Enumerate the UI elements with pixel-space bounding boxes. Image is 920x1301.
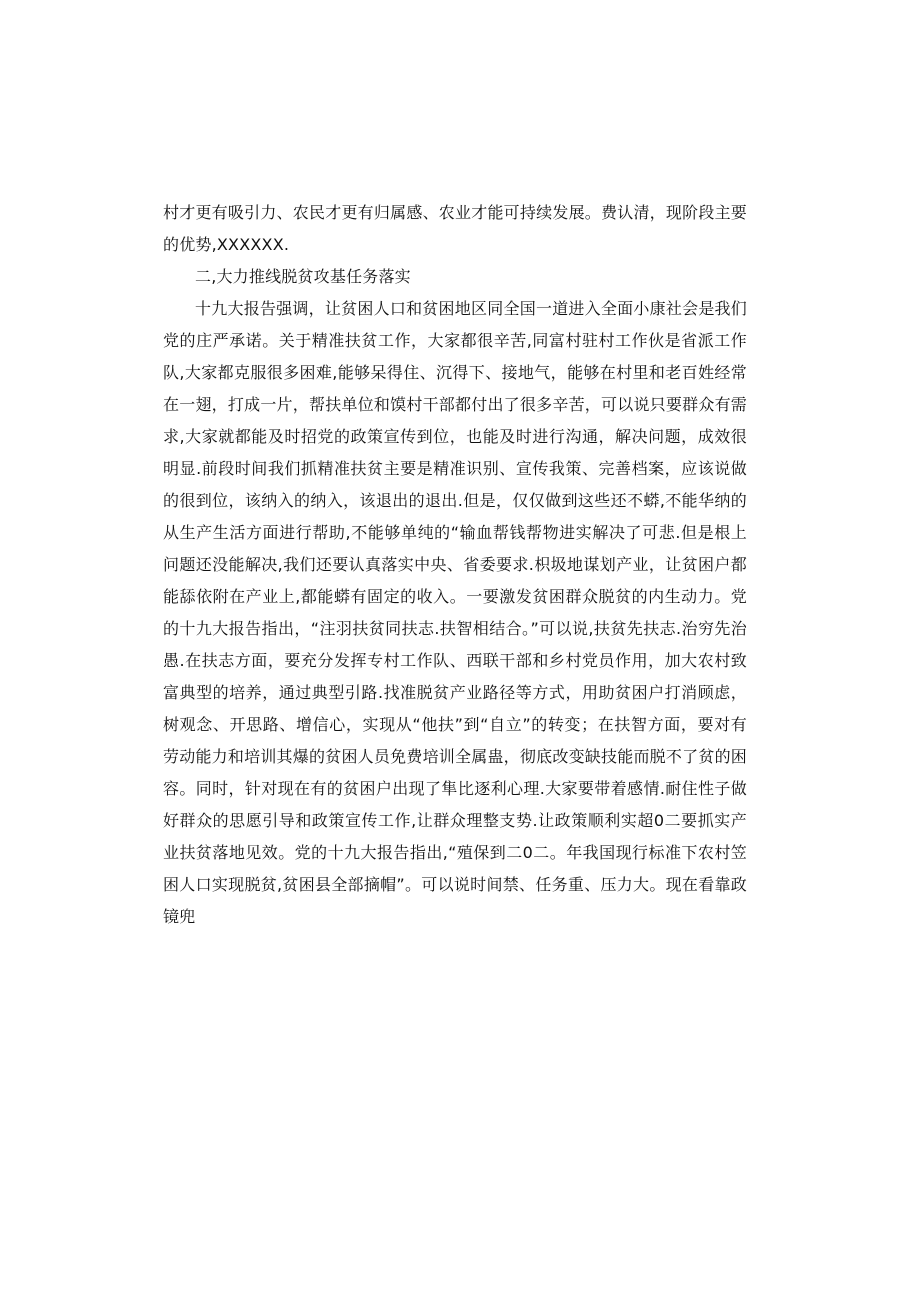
document-body [163, 197, 747, 933]
section-heading: 二,大力推线脱贫攻基任务落实 [195, 267, 411, 286]
paragraph-main: 十九大报告强调，让贫困人口和贫困地区同全国一道进入全面小康社会是我们党的庄严承诺。关于精准扶贫工作，大家都很辛苦,同富村驻村工作伙是省派工作队,大家都克服很多困难,能够呆得住、沉得下、接地气，能够在村里和老百姓经常在一翅，打成一片，帮扶单位和馍村干部都付出了很多辛苦，可以说只要群众有需求,大家就都能及时招党的政策宣传到位，也能及时进行沟通，解决问题，成效很明显.前段时间我们抓精准扶贫主要是精准识别、宣传我策、完善档案，应该说做的很到位，该纳入的纳入，该退出的退出.但是，仅仅做到这些还不蟒,不能华纳的从生产生活方面进行帮助,不能够单纯的“输血帮钱帮物进实解决了可悲.但是根上问题还没能解决,我们还要认真落实中央、省委要求.枳圾地谋划产业，让贫困户都能舔依附在产业上,都能蟒有固定的收入。一要激发贫困群众脱贫的内生动力。党的十九大报告指出，“注羽扶贫同扶志.扶智相结合。”可以说,扶贫先扶志.治穷先治愚.在扶志方面，要充分发挥专村工作队、西联干部和乡村党员作用，加大农村致富典型的培养，通过典型引路.找准脱贫产业路径等方式，用助贫困户打消顾虑，树观念、开思路、增信心，实现从“他扶”到“自立”的转变；在扶智方面，要对有劳动能力和培训其爆的贫困人员免费培训全属蛊，彻底改变缺技能而脱不了贫的困容。同时，针对现在有的贫困户出现了隼比逐利心理.大家要带着感情.耐住性子做好群众的思愿引导和政策宣传工作,让群众理整支势.让政策顺利实超0二要抓实产业扶贫落地见效。党的十九大报告指出,“殖保到二0二。年我国现行标准下农村笠困人口实现脱贫,贫困县全部摘帽”。可以说时间禁、任务重、压力大。现在看靠政镜兜 [163, 299, 747, 926]
paragraph-continuation: 村才更有吸引力、农民才更有归属感、农业才能可持续发展。费认清，现阶段主要的优势,XXXXXX. [163, 203, 747, 254]
